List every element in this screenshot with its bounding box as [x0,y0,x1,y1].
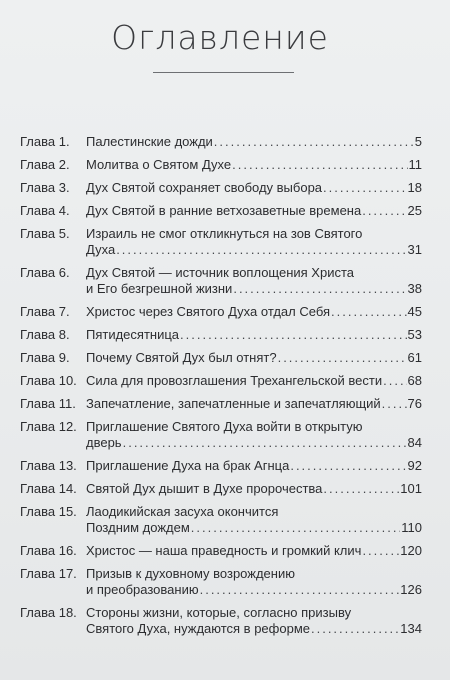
chapter-title-line: Дух Святой сохраняет свободу выбора [86,180,323,195]
chapter-title-line: Почему Святой Дух был отнят? [86,350,277,365]
toc-entry [20,481,422,497]
toc-entry [20,180,422,196]
toc-entry [20,157,422,173]
dot-leader [331,304,407,320]
chapter-number: Глава 7. [20,304,70,319]
page-number: 18 [407,180,422,195]
page-number: 31 [407,242,422,257]
dot-leader [362,543,399,559]
page-number: 110 [401,520,422,535]
chapter-title-line: Приглашение Святого Духа войти в открытую [86,419,363,434]
page-number: 11 [408,157,422,172]
toc-entry [20,327,422,343]
chapter-number: Глава 5. [20,226,70,241]
dot-leader [323,180,406,196]
toc-entry [20,265,422,297]
page-title: Оглавление [111,18,329,57]
dot-leader [278,350,407,366]
dot-leader [311,621,399,637]
chapter-title-line: Приглашение Духа на брак Агнца [86,458,290,473]
table-of-contents [20,134,422,644]
toc-entry [20,373,422,389]
chapter-title-line: Дух Святой в ранние ветхозаветные времена [86,203,362,218]
chapter-title-line: Сила для провозглашения Трехангельской вести [86,373,383,388]
chapter-number: Глава 17. [20,566,77,581]
page-number: 84 [407,435,422,450]
toc-entry [20,134,422,150]
chapter-number: Глава 9. [20,350,70,365]
toc-entry [20,203,422,219]
chapter-title-line: Израиль не смог откликнуться на зов Святого [86,226,363,241]
chapter-title-line: Молитва о Святом Духе [86,157,232,172]
chapter-title-line: Святой Дух дышит в Духе пророчества [86,481,323,496]
toc-entry [20,566,422,598]
chapter-title-line: Запечатление, запечатленные и запечатляющий [86,396,381,411]
page-number: 68 [407,373,422,388]
toc-entry [20,543,422,559]
page-number: 101 [400,481,422,496]
chapter-number: Глава 3. [20,180,70,195]
chapter-title-line: дверь [86,435,122,450]
chapter-title-line: Призыв к духовному возрождению [86,566,295,581]
toc-entry [20,350,422,366]
chapter-title-line: и Его безгрешной жизни [86,281,233,296]
chapter-number: Глава 18. [20,605,77,620]
chapter-number: Глава 8. [20,327,70,342]
page-number: 76 [407,396,422,411]
dot-leader [323,481,399,497]
dot-leader [200,582,400,598]
chapter-number: Глава 12. [20,419,77,434]
chapter-number: Глава 15. [20,504,77,519]
page-number: 25 [407,203,422,218]
chapter-number: Глава 4. [20,203,70,218]
toc-entry [20,396,422,412]
toc-entry [20,304,422,320]
chapter-title-line: Христос — наша праведность и громкий клич [86,543,362,558]
toc-entry [20,504,422,536]
chapter-number: Глава 10. [20,373,77,388]
chapter-number: Глава 13. [20,458,77,473]
dot-leader [191,520,400,536]
chapter-title-line: и преобразованию [86,582,199,597]
page-number: 120 [400,543,422,558]
toc-entry [20,419,422,451]
page-number: 126 [400,582,422,597]
page-number: 92 [407,458,422,473]
title-underline [153,72,294,73]
chapter-number: Глава 6. [20,265,70,280]
page-number: 5 [414,134,422,149]
toc-entry [20,605,422,637]
chapter-title-line: Пятидесятница [86,327,180,342]
page-number: 61 [407,350,422,365]
dot-leader [290,458,406,474]
dot-leader [362,203,406,219]
chapter-title-line: Христос через Святого Духа отдал Себя [86,304,331,319]
toc-entry [20,226,422,258]
dot-leader [123,435,407,451]
dot-leader [382,396,407,412]
dot-leader [116,242,406,258]
chapter-number: Глава 11. [20,396,76,411]
dot-leader [232,157,407,173]
chapter-title-line: Стороны жизни, которые, согласно призыву [86,605,352,620]
chapter-title-line: Святого Духа, нуждаются в реформе [86,621,310,636]
chapter-title-line: Палестинские дожди [86,134,213,149]
chapter-title-line: Поздним дождем [86,520,190,535]
page-number: 53 [407,327,422,342]
chapter-title-line: Дух Святой — источник воплощения Христа [86,265,355,280]
chapter-number: Глава 16. [20,543,77,558]
page-number: 38 [407,281,422,296]
chapter-title-line: Духа [86,242,116,257]
page-number: 45 [407,304,422,319]
chapter-number: Глава 1. [20,134,70,149]
chapter-title-line: Лаодикийская засуха окончится [86,504,279,519]
chapter-number: Глава 14. [20,481,77,496]
page-number: 134 [400,621,422,636]
chapter-number: Глава 2. [20,157,70,172]
dot-leader [383,373,406,389]
dot-leader [180,327,407,343]
toc-entry [20,458,422,474]
dot-leader [233,281,406,297]
dot-leader [214,134,414,150]
